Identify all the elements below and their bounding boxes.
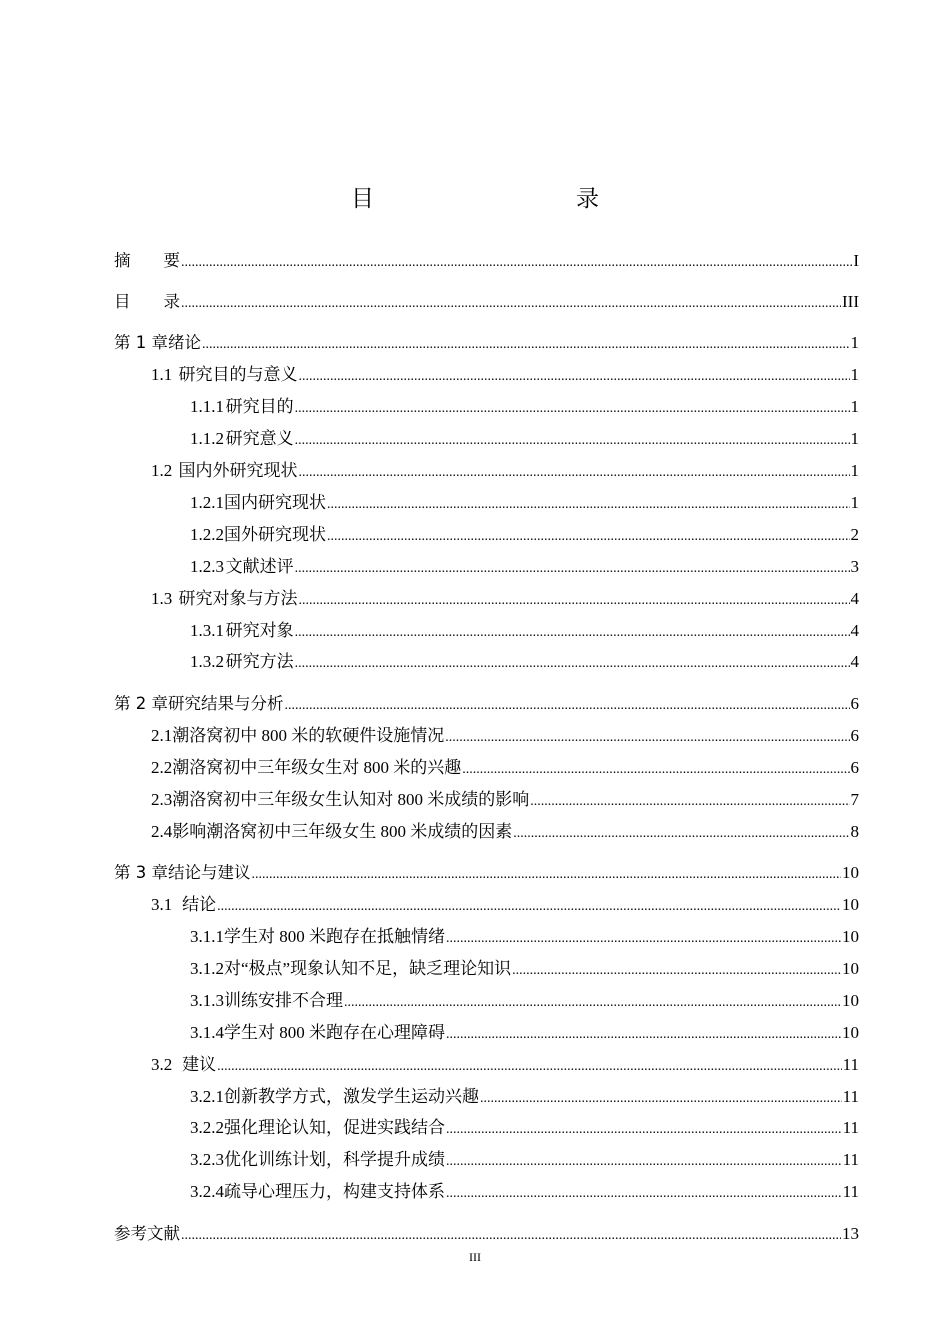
toc-entry[interactable]	[151, 789, 859, 813]
toc-entry-number: 1.3.1	[190, 621, 224, 640]
toc-entry[interactable]	[151, 894, 859, 918]
toc-entry[interactable]	[190, 620, 859, 644]
toc-entry-label: 目 录	[114, 292, 180, 311]
toc-dot-leader	[181, 293, 841, 315]
toc-entry-number: 1.3.2	[190, 652, 224, 671]
toc-entry-label: 研究结果与分析	[168, 694, 284, 713]
toc-entry-page: 7	[850, 790, 859, 809]
toc-dot-leader	[217, 896, 841, 918]
toc-entry-number: 2.3	[151, 790, 173, 809]
toc-entry-label: 结论与建议	[168, 863, 251, 882]
toc-dot-leader	[298, 366, 849, 388]
toc-entry-label: 对“极点”现象认知不足，缺乏理论知识	[224, 959, 512, 978]
toc-dot-leader	[252, 864, 842, 886]
toc-entry[interactable]	[151, 460, 859, 484]
toc-dot-leader	[295, 622, 850, 644]
toc-entry-label: 影响潮洛窝初中三年级女生 800 米成绩的因素	[172, 822, 513, 841]
toc-entry-page: 1	[850, 333, 859, 352]
page-title: 目 录	[351, 186, 651, 212]
toc-dot-leader	[295, 653, 850, 675]
toc-entry-label: 强化理论认知，促进实践结合	[224, 1118, 445, 1137]
toc-entry-page: 4	[850, 621, 859, 640]
toc-entry-number: 1.1	[151, 365, 173, 384]
toc-dot-leader	[181, 1225, 841, 1247]
toc-entry-page: 11	[842, 1118, 859, 1137]
toc-entry-number: 3.2.1	[190, 1087, 224, 1106]
toc-entry-page: 11	[842, 1182, 859, 1201]
toc-entry-number: 第 2 章	[114, 694, 168, 713]
toc-entry[interactable]	[190, 1086, 859, 1110]
toc-entry-page: I	[853, 251, 859, 270]
toc-dot-leader	[513, 823, 849, 845]
toc-entry-number: 3.2	[151, 1055, 173, 1074]
toc-entry[interactable]	[114, 250, 859, 274]
toc-entry-label: 结论	[182, 895, 217, 914]
toc-entry-number: 1.1.2	[190, 429, 224, 448]
toc-entry-label: 国内外研究现状	[178, 461, 298, 480]
toc-dot-leader	[202, 334, 850, 356]
toc-entry-label: 疏导心理压力，构建支持体系	[224, 1182, 445, 1201]
toc-entry-page: 6	[850, 758, 859, 777]
toc-entry-label: 研究方法	[225, 652, 294, 671]
toc-dot-leader	[446, 1119, 842, 1141]
toc-entry-label: 训练安排不合理	[224, 991, 343, 1010]
toc-entry[interactable]	[151, 757, 859, 781]
toc-entry[interactable]	[151, 588, 859, 612]
toc-entry-number: 3.2.3	[190, 1150, 224, 1169]
toc-dot-leader	[285, 695, 850, 717]
toc-entry-number: 3.1	[151, 895, 173, 914]
toc-dot-leader	[295, 558, 850, 580]
toc-entry-label: 创新教学方式，激发学生运动兴趣	[224, 1087, 479, 1106]
toc-entry[interactable]	[190, 492, 859, 516]
toc-entry-page: 10	[842, 895, 859, 914]
toc-entry-page: 10	[842, 991, 859, 1010]
toc-entry-page: 13	[842, 1224, 859, 1243]
toc-entry[interactable]	[114, 862, 859, 886]
toc-entry[interactable]	[190, 524, 859, 548]
toc-entry-page: 11	[842, 1087, 859, 1106]
toc-entry-number: 3.1.3	[190, 991, 224, 1010]
toc-dot-leader	[181, 252, 852, 274]
toc-entry[interactable]	[114, 1223, 859, 1247]
toc-entry[interactable]	[190, 990, 859, 1014]
toc-entry-label: 国外研究现状	[224, 525, 326, 544]
toc-entry[interactable]	[190, 556, 859, 580]
toc-entry-label: 研究目的	[225, 397, 294, 416]
toc-entry[interactable]	[190, 1022, 859, 1046]
toc-entry-page: 11	[842, 1150, 859, 1169]
toc-entry-label: 摘 要	[114, 251, 180, 270]
toc-entry[interactable]	[151, 1054, 859, 1078]
toc-entry-number: 第 1 章	[114, 333, 168, 352]
toc-entry-number: 3.1.1	[190, 927, 224, 946]
toc-entry[interactable]	[151, 364, 859, 388]
page-number-footer: III	[469, 1250, 481, 1264]
toc-entry[interactable]	[190, 958, 859, 982]
toc-entry-page: 1	[850, 365, 859, 384]
toc-entry-number: 1.1.1	[190, 397, 224, 416]
toc-entry-page: 3	[850, 557, 859, 576]
toc-entry-page: 1	[850, 397, 859, 416]
toc-dot-leader	[512, 960, 841, 982]
toc-entry-page: 10	[842, 927, 859, 946]
toc-entry[interactable]	[190, 926, 859, 950]
toc-dot-leader	[327, 526, 850, 548]
toc-entry[interactable]	[114, 332, 859, 356]
toc-entry-number: 1.2.2	[190, 525, 224, 544]
toc-entry-page: 11	[842, 1055, 859, 1074]
toc-entry-number: 2.1	[151, 726, 173, 745]
toc-dot-leader	[445, 727, 849, 749]
toc-entry-page: 1	[850, 493, 859, 512]
toc-entry-page: 6	[850, 694, 859, 713]
toc-entry-number: 1.2.1	[190, 493, 224, 512]
toc-dot-leader	[480, 1088, 842, 1110]
toc-entry-label: 建议	[182, 1055, 217, 1074]
toc-entry-number: 2.4	[151, 822, 173, 841]
toc-entry-page: 10	[842, 863, 859, 882]
toc-dot-leader	[295, 398, 850, 420]
toc-dot-leader	[446, 1024, 841, 1046]
toc-entry[interactable]	[190, 396, 859, 420]
toc-entry-page: 8	[850, 822, 859, 841]
toc-entry-page: 10	[842, 1023, 859, 1042]
toc-entry-label: 潮洛窝初中 800 米的软硬件设施情况	[172, 726, 445, 745]
toc-entry-label: 学生对 800 米跑存在心理障碍	[224, 1023, 445, 1042]
toc-entry-number: 1.2.3	[190, 557, 224, 576]
toc-dot-leader	[295, 430, 850, 452]
toc-entry-label: 优化训练计划，科学提升成绩	[224, 1150, 445, 1169]
toc-entry-page: 4	[850, 652, 859, 671]
toc-dot-leader	[344, 992, 841, 1014]
toc-entry[interactable]	[190, 1149, 859, 1173]
toc-dot-leader	[298, 462, 849, 484]
toc-entry-label: 潮洛窝初中三年级女生对 800 米的兴趣	[172, 758, 462, 777]
toc-entry-label: 参考文献	[114, 1224, 180, 1243]
toc-entry-label: 研究目的与意义	[178, 365, 298, 384]
toc-entry-label: 绪论	[168, 333, 201, 352]
toc-entry-number: 2.2	[151, 758, 173, 777]
toc-entry-page: 2	[850, 525, 859, 544]
toc-dot-leader	[298, 590, 849, 612]
toc-entry-page: 1	[850, 461, 859, 480]
toc-dot-leader	[217, 1056, 842, 1078]
toc-entry-page: 1	[850, 429, 859, 448]
toc-entry-label: 潮洛窝初中三年级女生认知对 800 米成绩的影响	[172, 790, 530, 809]
toc-dot-leader	[530, 791, 849, 813]
toc-entry[interactable]	[190, 428, 859, 452]
toc-entry[interactable]	[190, 1181, 859, 1205]
toc-dot-leader	[327, 494, 850, 516]
toc-entry-page: 4	[850, 589, 859, 608]
toc-entry-label: 文献述评	[225, 557, 294, 576]
toc-entry[interactable]	[190, 651, 859, 675]
toc-entry-label: 研究对象与方法	[178, 589, 298, 608]
toc-entry-number: 第 3 章	[114, 863, 168, 882]
toc-dot-leader	[446, 1151, 842, 1173]
toc-entry[interactable]	[151, 821, 859, 845]
toc-entry-label: 国内研究现状	[224, 493, 326, 512]
toc-entry-page: 10	[842, 959, 859, 978]
toc-entry-page: 6	[850, 726, 859, 745]
toc-entry-number: 3.1.2	[190, 959, 224, 978]
toc-entry-label: 研究意义	[225, 429, 294, 448]
toc-entry-number: 1.2	[151, 461, 173, 480]
toc-entry-number: 3.2.4	[190, 1182, 224, 1201]
toc-dot-leader	[446, 928, 841, 950]
toc-entry-page: III	[842, 292, 859, 311]
toc-dot-leader	[462, 759, 849, 781]
toc-entry[interactable]	[151, 725, 859, 749]
toc-entry-number: 3.1.4	[190, 1023, 224, 1042]
toc-entry[interactable]	[114, 291, 859, 315]
toc-entry[interactable]	[190, 1117, 859, 1141]
toc-entry[interactable]	[114, 693, 859, 717]
toc-dot-leader	[446, 1183, 842, 1205]
toc-entry-label: 研究对象	[225, 621, 294, 640]
toc-entry-number: 3.2.2	[190, 1118, 224, 1137]
toc-entry-label: 学生对 800 米跑存在抵触情绪	[224, 927, 445, 946]
toc-entry-number: 1.3	[151, 589, 173, 608]
